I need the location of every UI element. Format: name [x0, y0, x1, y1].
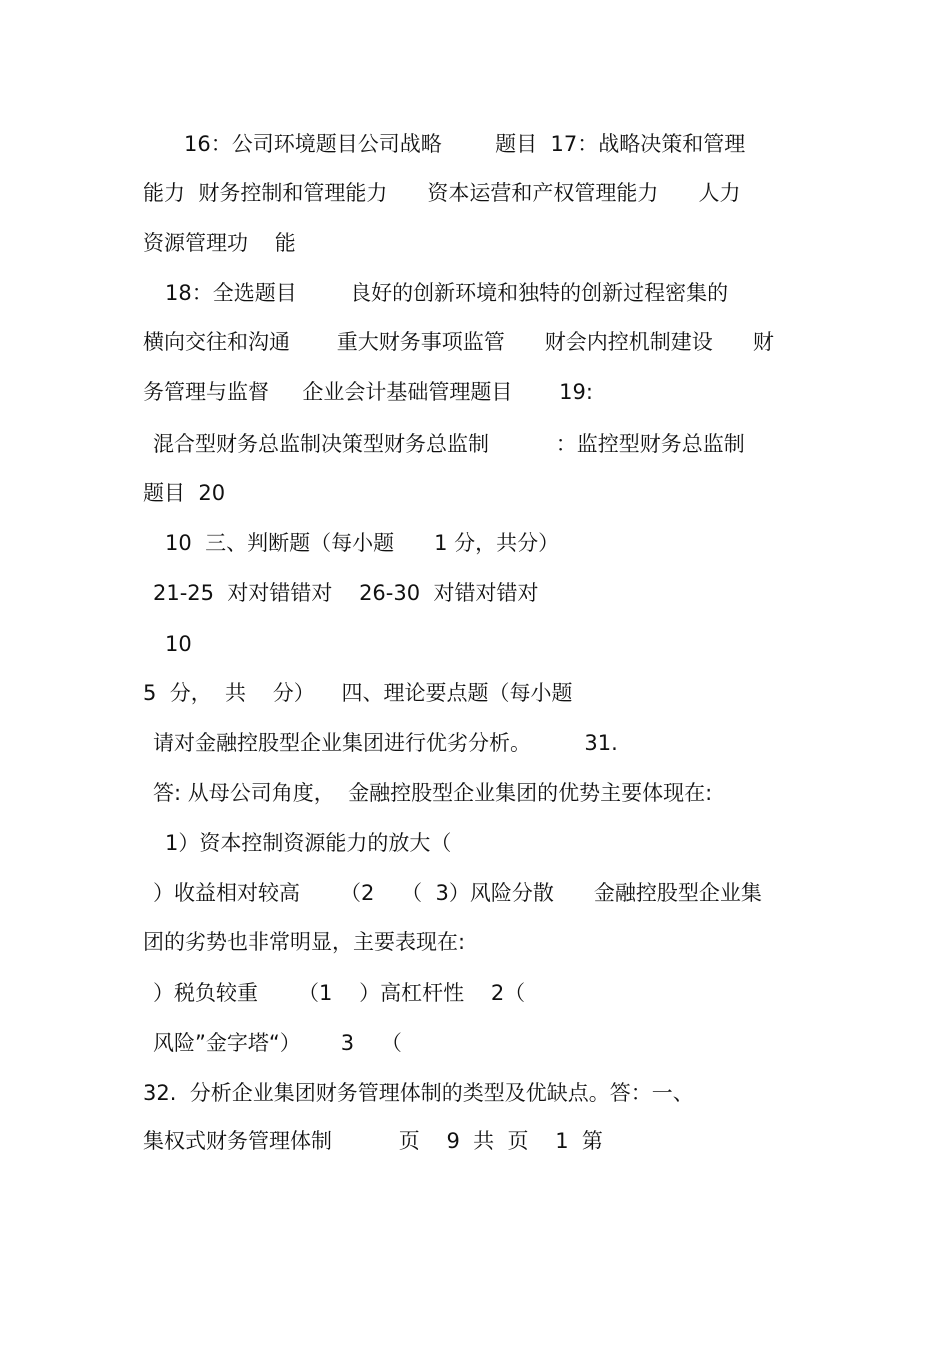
text-line-9: 10 三、判断题（每小题 1 分，共分） — [165, 531, 560, 555]
text-line-12: 5 分， 共 分） 四、理论要点题（每小题 — [143, 681, 573, 705]
text-line-19: 风险”金字塔“） 3 （ — [153, 1031, 402, 1055]
text-line-6: 务管理与监督 企业会计基础管理题目 19: — [143, 380, 593, 404]
text-line-21: 集权式财务管理体制 页 9 共 页 1 第 — [143, 1129, 603, 1153]
text-line-4: 18：全选题目 良好的创新环境和独特的创新过程密集的 — [165, 281, 729, 305]
text-line-5: 横向交往和沟通 重大财务事项监管 财会内控机制建设 财 — [143, 330, 774, 354]
text-line-7: 混合型财务总监制决策型财务总监制 ：监控型财务总监制 — [153, 432, 745, 456]
text-line-20: 32. 分析企业集团财务管理体制的类型及优缺点。答：一、 — [143, 1081, 694, 1105]
text-line-1: 16：公司环境题目公司战略 题目 17：战略决策和管理 — [184, 132, 746, 156]
text-line-2: 能力 财务控制和管理能力 资本运营和产权管理能力 人力 — [143, 181, 741, 205]
text-line-17: 团的劣势也非常明显，主要表现在: — [143, 930, 466, 954]
text-line-10: 21-25 对对错错对 26-30 对错对错对 — [153, 581, 539, 605]
text-line-8: 题目 20 — [143, 481, 226, 505]
text-line-11: 10 — [165, 632, 192, 656]
text-line-3: 资源管理功 能 — [143, 231, 296, 255]
text-line-14: 答: 从母公司角度， 金融控股型企业集团的优势主要体现在: — [153, 781, 713, 805]
text-line-13: 请对金融控股型企业集团进行优劣分析。 31. — [153, 731, 618, 755]
text-line-18: ）税负较重 （1 ）高杠杆性 2（ — [153, 981, 526, 1005]
text-line-15: 1）资本控制资源能力的放大（ — [165, 831, 452, 855]
text-line-16: ）收益相对较高 （2 （ 3）风险分散 金融控股型企业集 — [153, 881, 762, 905]
